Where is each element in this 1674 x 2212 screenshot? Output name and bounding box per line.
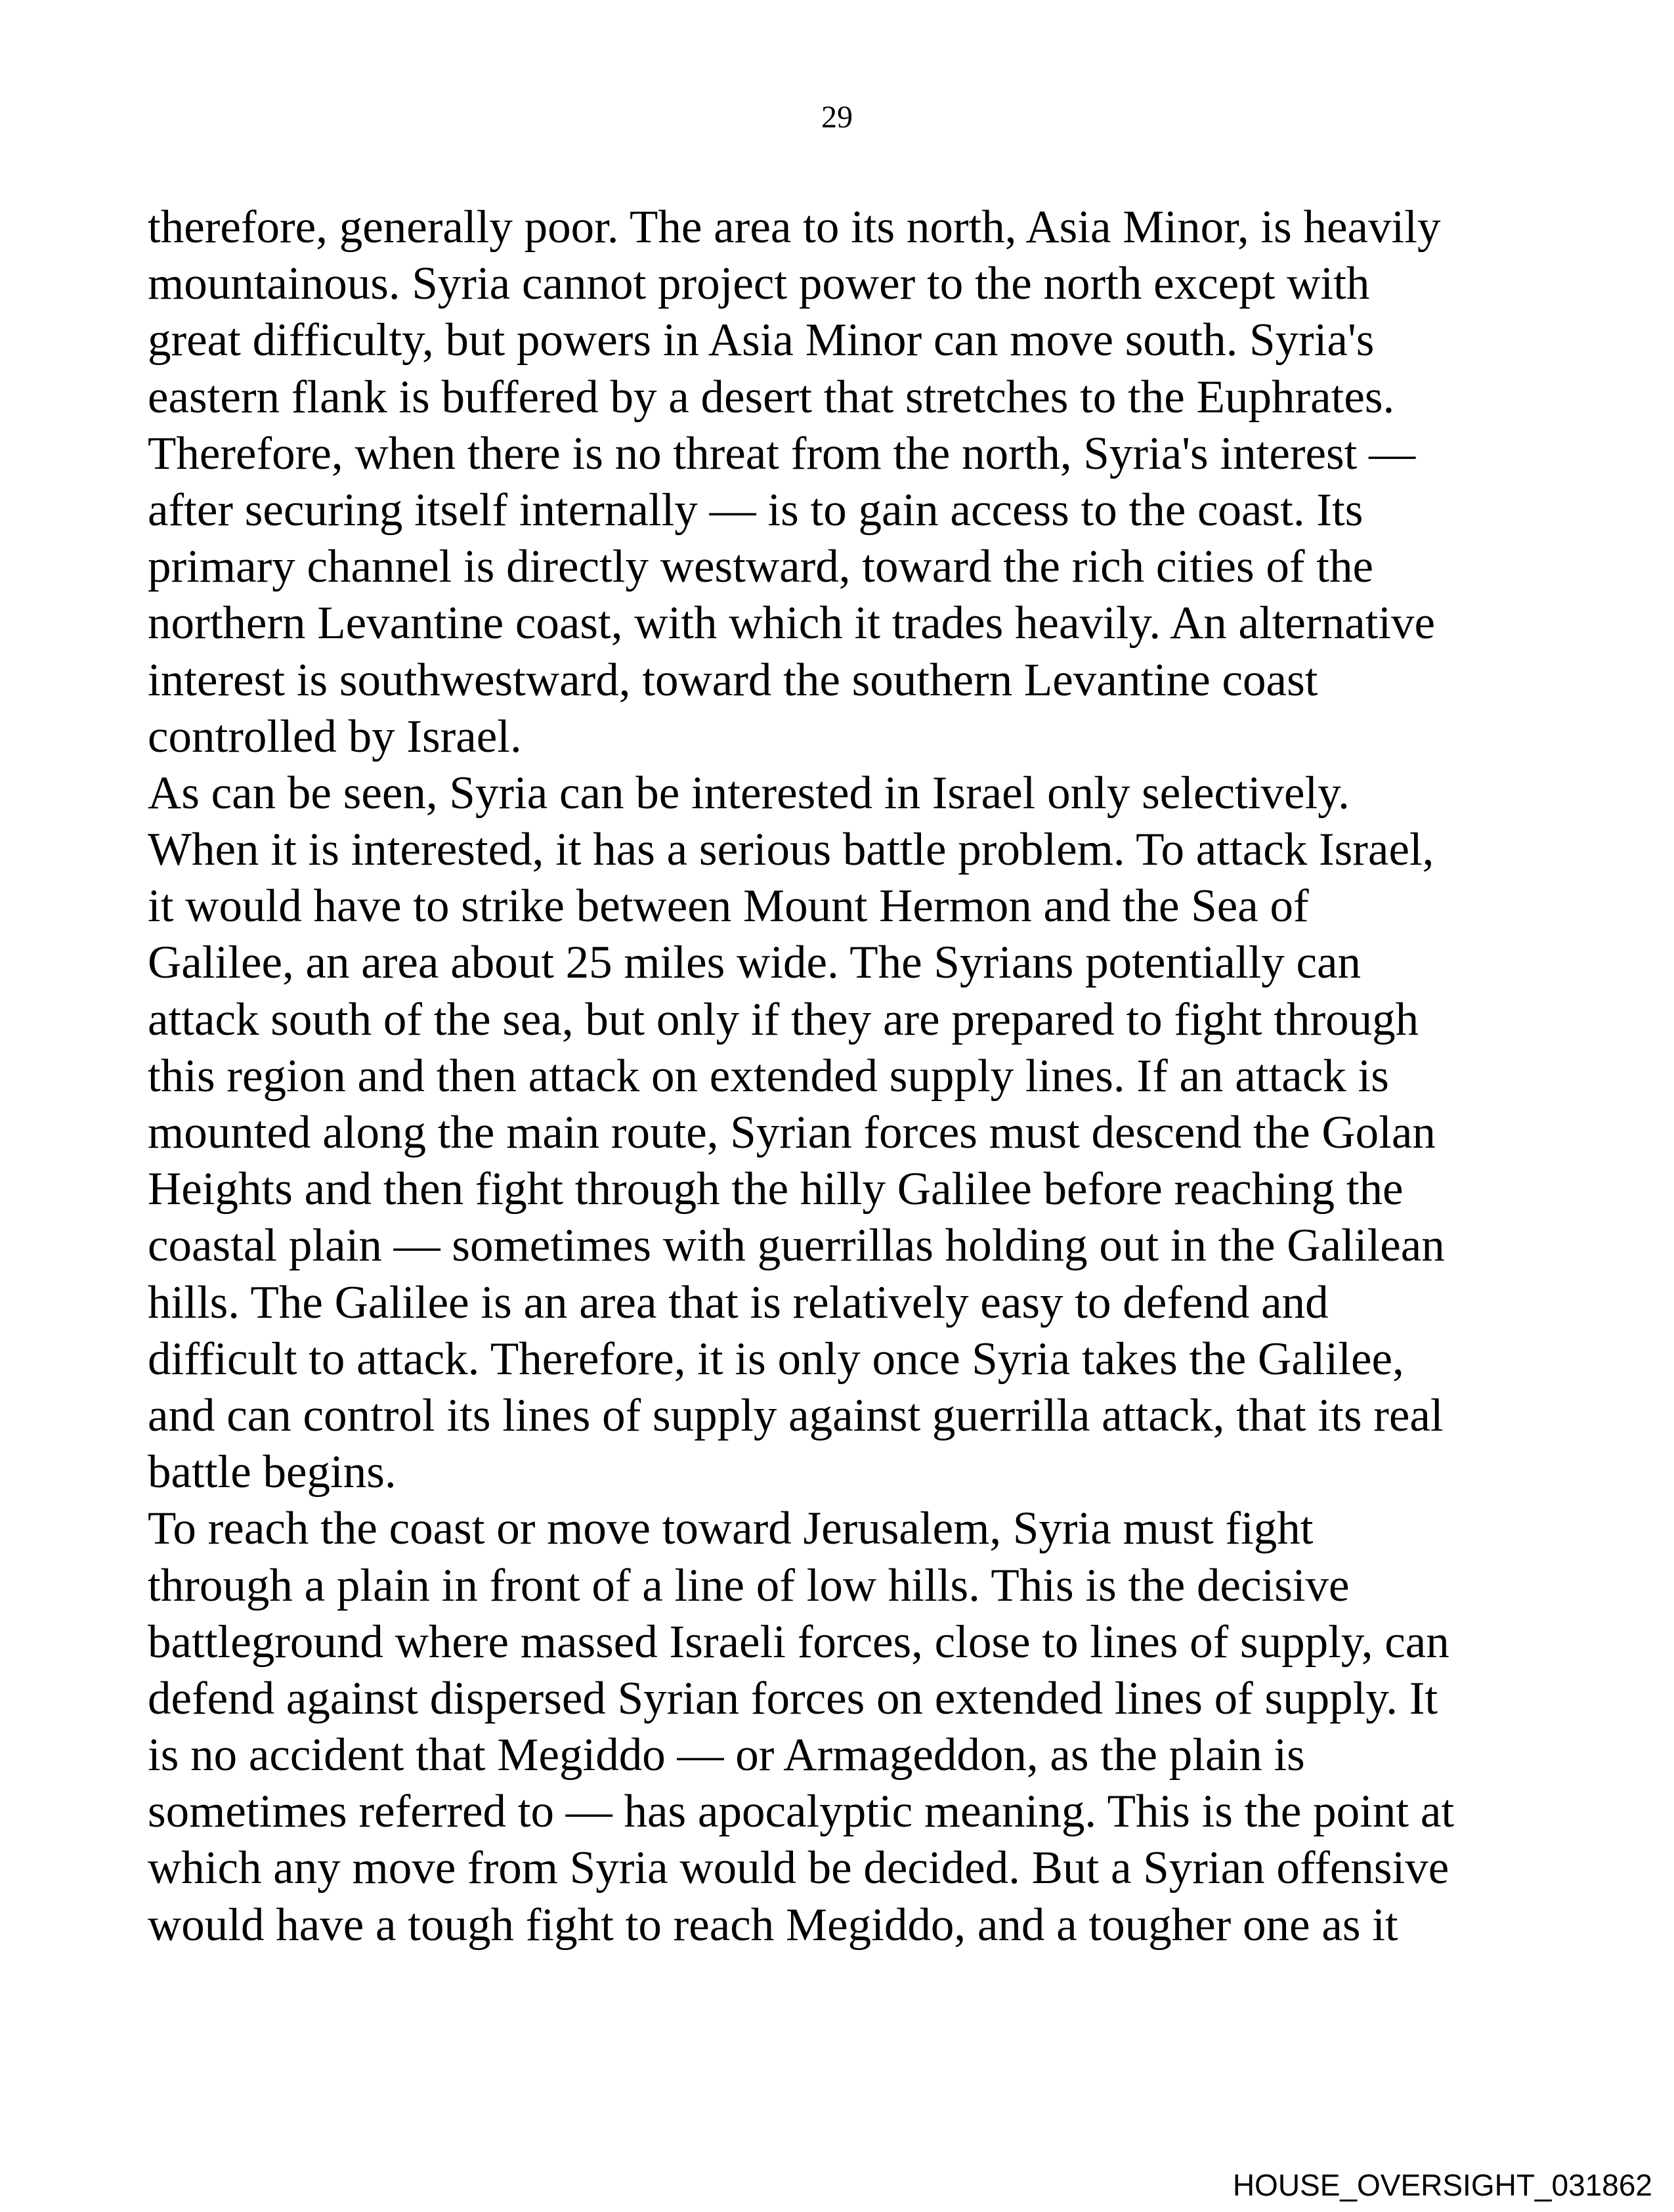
text-line: mountainous. Syria cannot project power to the north except with (148, 258, 1370, 310)
text-line: primary channel is directly westward, toward the rich cities of the (148, 541, 1374, 593)
page-number: 29 (821, 100, 853, 135)
text-line: Therefore, when there is no threat from the north, Syria's interest — (148, 427, 1416, 479)
text-line: controlled by Israel. (148, 710, 522, 762)
text-line: interest is southwestward, toward the southern Levantine coast (148, 654, 1318, 706)
text-line: eastern flank is buffered by a desert that stretches to the Euphrates. (148, 371, 1395, 423)
text-line: through a plain in front of a line of low hills. This is the decisive (148, 1559, 1350, 1611)
text-line: therefore, generally poor. The area to its north, Asia Minor, is heavily (148, 202, 1441, 253)
text-line: northern Levantine coast, with which it trades heavily. An alternative (148, 597, 1436, 649)
text-line: Heights and then fight through the hilly Galilee before reaching the (148, 1163, 1404, 1215)
text-line: coastal plain — sometimes with guerrillas holding out in the Galilean (148, 1220, 1445, 1272)
text-line: mounted along the main route, Syrian forces must descend the Golan (148, 1107, 1436, 1158)
text-line: difficult to attack. Therefore, it is only once Syria takes the Galilee, (148, 1333, 1404, 1385)
text-line: attack south of the sea, but only if they are prepared to fight through (148, 993, 1419, 1045)
text-line: great difficulty, but powers in Asia Minor can move south. Syria's (148, 314, 1375, 366)
text-line: this region and then attack on extended supply lines. If an attack is (148, 1050, 1389, 1102)
text-line: it would have to strike between Mount Hermon and the Sea of (148, 880, 1309, 932)
text-line: sometimes referred to — has apocalyptic meaning. This is the point at (148, 1786, 1455, 1838)
text-line: battle begins. (148, 1446, 397, 1498)
text-line: and can control its lines of supply against guerrilla attack, that its real (148, 1389, 1444, 1441)
text-line: As can be seen, Syria can be interested in Israel only selectively. (148, 767, 1350, 819)
text-line: When it is interested, it has a serious battle problem. To attack Israel, (148, 824, 1434, 876)
text-line: after securing itself internally — is to gain access to the coast. Its (148, 484, 1363, 536)
text-line: To reach the coast or move toward Jerusalem, Syria must fight (148, 1503, 1314, 1555)
document-id-footer: HOUSE_OVERSIGHT_031862 (1232, 2168, 1652, 2202)
text-line: is no accident that Megiddo — or Armageddon, as the plain is (148, 1729, 1305, 1781)
body-text (148, 199, 1592, 1953)
text-line: defend against dispersed Syrian forces on extended lines of supply. It (148, 1672, 1438, 1724)
text-line: Galilee, an area about 25 miles wide. The Syrians potentially can (148, 937, 1362, 989)
text-line: battleground where massed Israeli forces, close to lines of supply, can (148, 1616, 1449, 1668)
text-line: hills. The Galilee is an area that is relatively easy to defend and (148, 1276, 1329, 1328)
text-line: would have a tough fight to reach Megiddo, and a tougher one as it (148, 1899, 1398, 1951)
text-line: which any move from Syria would be decided. But a Syrian offensive (148, 1842, 1449, 1894)
